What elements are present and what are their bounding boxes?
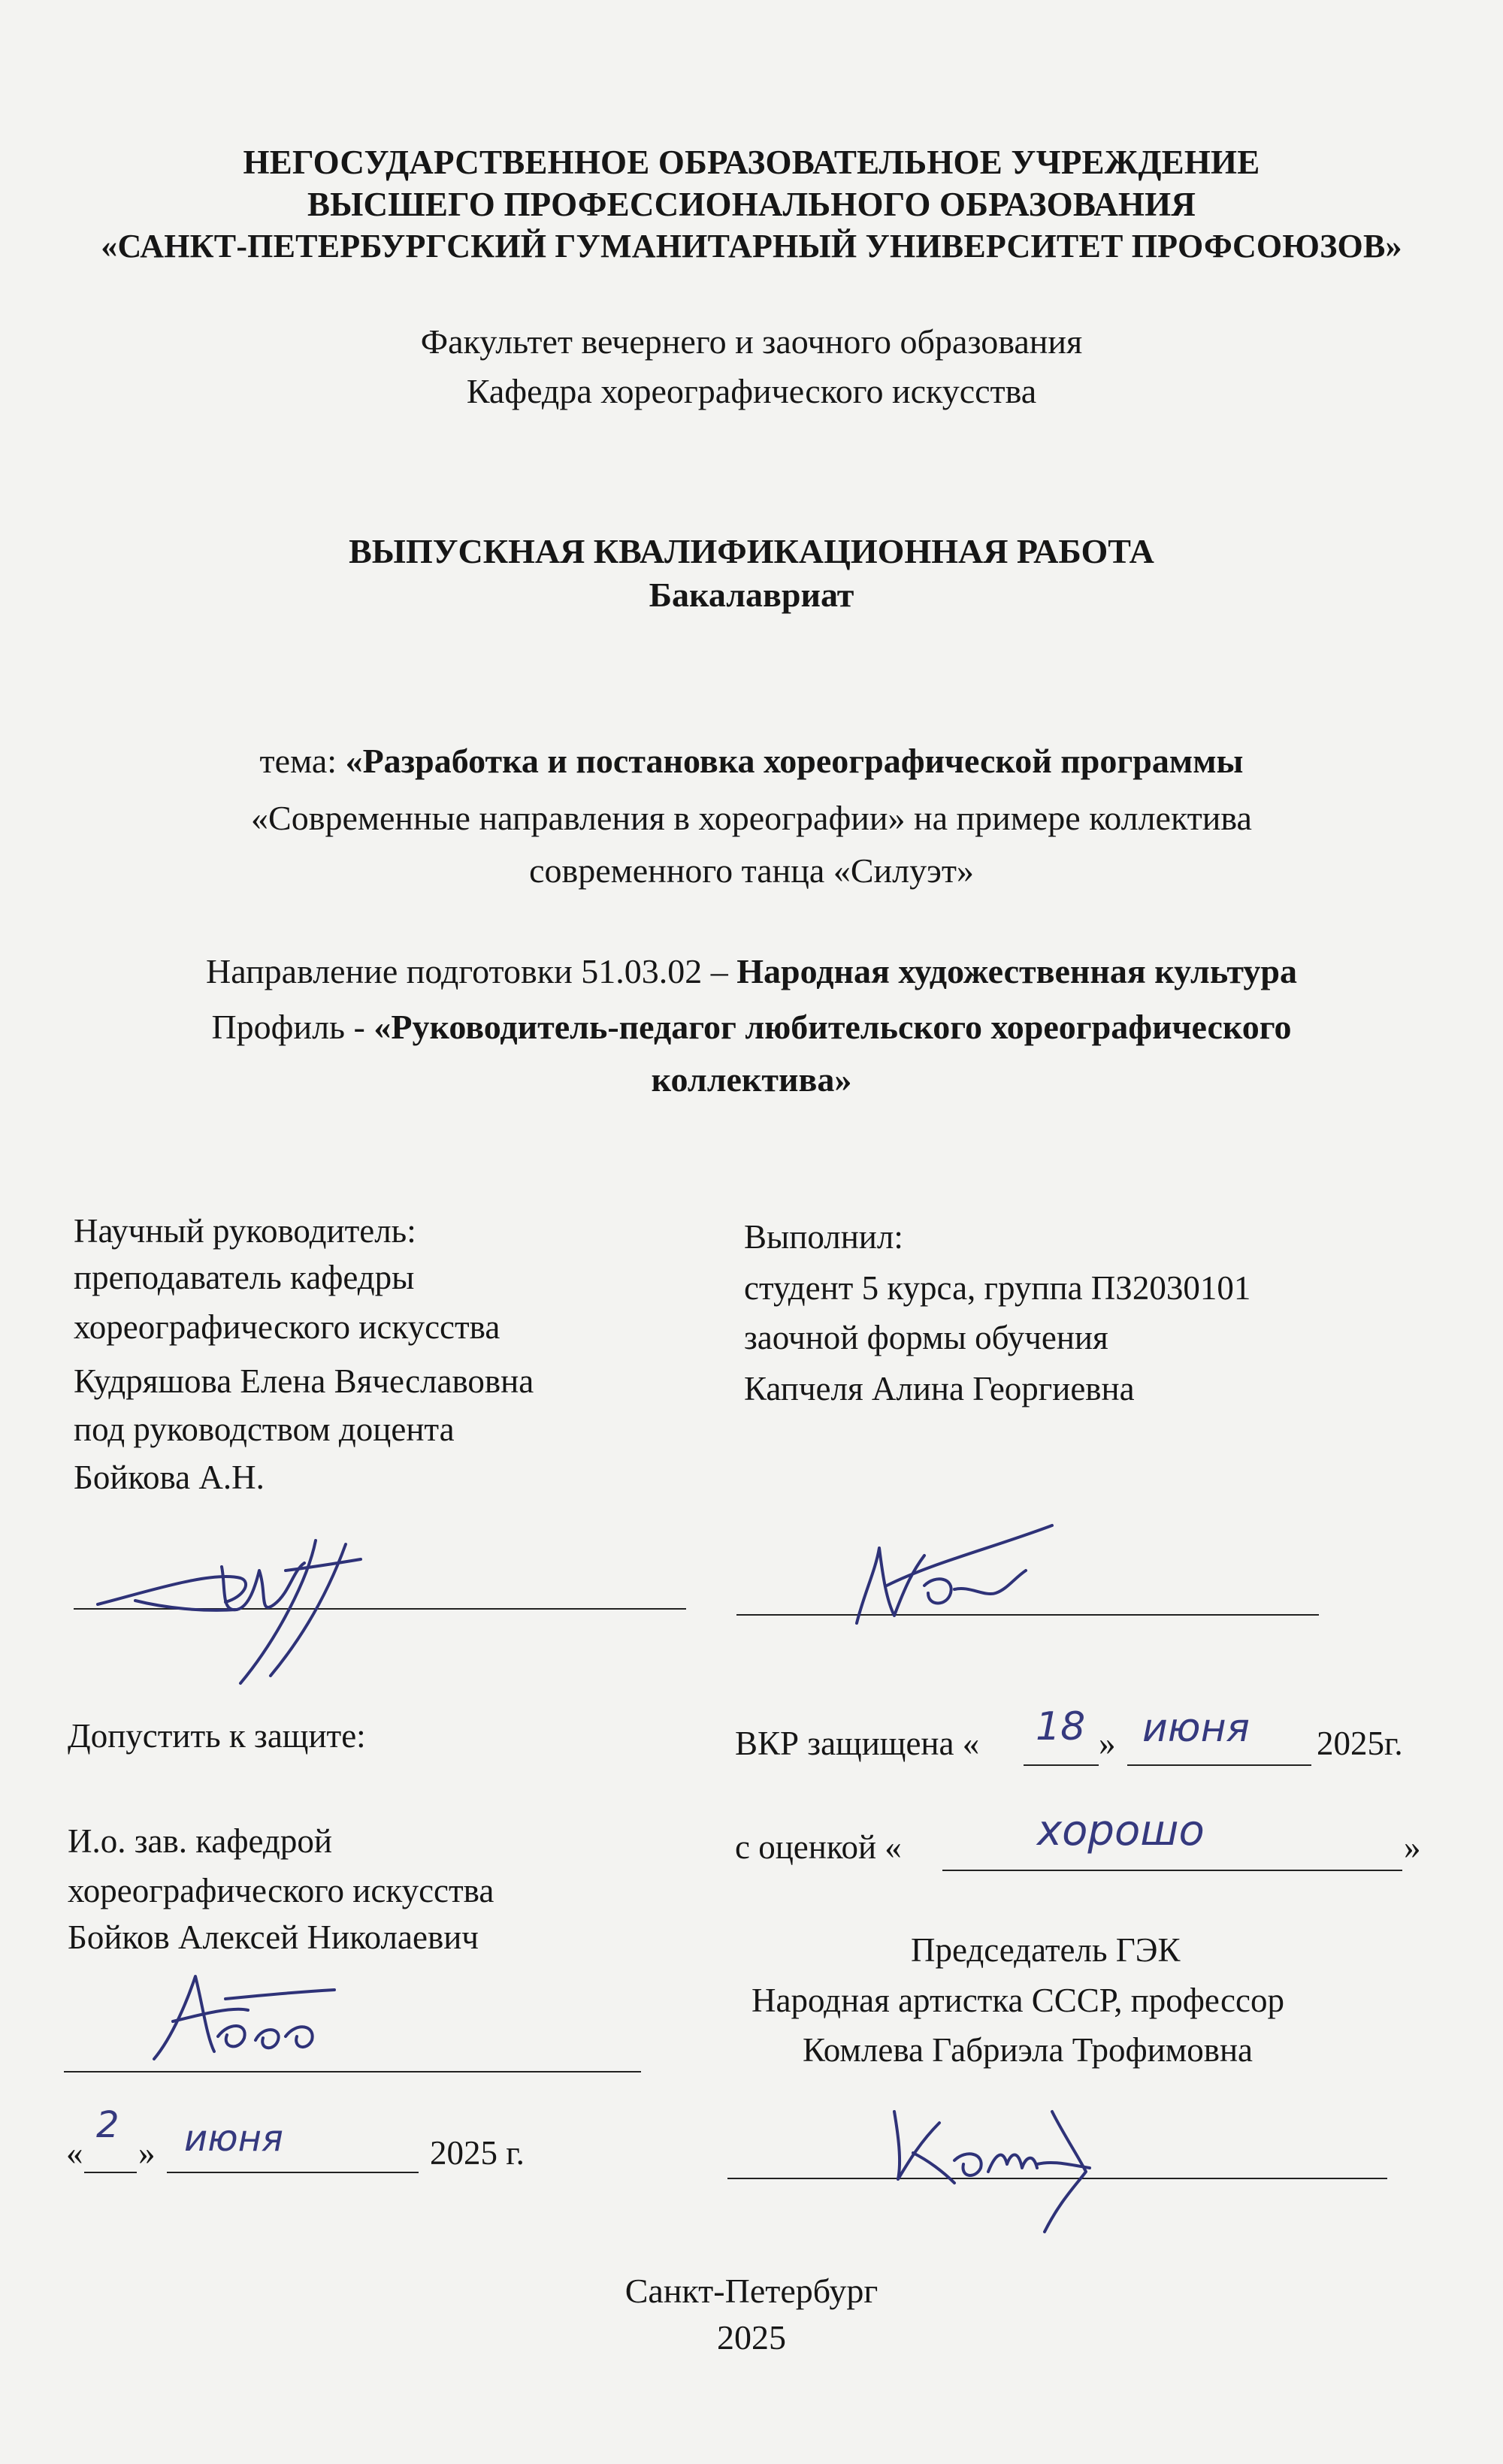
admission-date-close: » [138, 2134, 156, 2172]
year: 2025 [717, 2318, 786, 2357]
admission-date-open: « [66, 2134, 83, 2172]
institution-line-1: НЕГОСУДАРСТВЕННОЕ ОБРАЗОВАТЕЛЬНОЕ УЧРЕЖДЕНИЕ [243, 144, 1260, 181]
work-type: ВЫПУСКНАЯ КВАЛИФИКАЦИОННАЯ РАБОТА [349, 532, 1154, 570]
student-form: заочной формы обучения [744, 1319, 1108, 1356]
supervisor-position: преподаватель кафедры [74, 1259, 415, 1296]
degree: Бакалавриат [649, 576, 854, 614]
admission-department: хореографического искусства [68, 1872, 494, 1909]
institution-line-3: «САНКТ-ПЕТЕРБУРГСКИЙ ГУМАНИТАРНЫЙ УНИВЕРСИТЕТ ПРОФСОЮЗОВ» [101, 228, 1402, 265]
supervisor-under: под руководством доцента [74, 1410, 455, 1448]
head-signature [143, 1969, 338, 2074]
defense-prefix: ВКР защищена « [735, 1725, 980, 1762]
defense-month-line [1127, 1764, 1311, 1766]
admission-position: И.о. зав. кафедрой [68, 1822, 332, 1860]
chairman-signature [872, 2089, 1127, 2239]
topic-line-3: современного танца «Силуэт» [529, 851, 974, 890]
supervisor-docent: Бойкова А.Н. [74, 1459, 265, 1496]
defense-close: » [1099, 1725, 1116, 1762]
topic-title: «Разработка и постановка хореографической программы [345, 742, 1244, 780]
admission-month: июня [184, 2118, 283, 2160]
grade-close: » [1404, 1828, 1421, 1866]
admission-name: Бойков Алексей Николаевич [68, 1918, 479, 1956]
grade-value: хорошо [1037, 1806, 1205, 1855]
defense-month: июня [1142, 1706, 1250, 1751]
admission-label: Допустить к защите: [68, 1717, 366, 1755]
admission-day-line [84, 2172, 137, 2173]
institution-line-2: ВЫСШЕГО ПРОФЕССИОНАЛЬНОГО ОБРАЗОВАНИЯ [307, 186, 1196, 223]
supervisor-signature [90, 1525, 406, 1698]
admission-year: 2025 г. [430, 2134, 525, 2172]
chairman-name: Комлева Габриэла Трофимовна [803, 2031, 1254, 2069]
supervisor-label: Научный руководитель: [74, 1212, 416, 1250]
chairman-position: Народная артистка СССР, профессор [752, 1982, 1284, 2019]
grade-line [942, 1870, 1402, 1871]
topic-prefix: тема: [259, 742, 346, 780]
admission-day: 2 [96, 2104, 119, 2146]
chairman-title: Председатель ГЭК [911, 1931, 1181, 1969]
defense-year: 2025г. [1317, 1725, 1403, 1762]
student-name: Капчеля Алина Георгиевна [744, 1370, 1135, 1407]
student-label: Выполнил: [744, 1218, 903, 1256]
direction [0, 948, 1503, 995]
profile-line-1 [0, 1004, 1503, 1051]
defense-day-line [1024, 1764, 1099, 1766]
faculty: Факультет вечернего и заочного образования [420, 322, 1083, 361]
department: Кафедра хореографического искусства [466, 372, 1037, 410]
defense-day: 18 [1036, 1704, 1086, 1749]
student-signature [842, 1518, 1082, 1646]
topic-line-1 [0, 738, 1503, 785]
grade-prefix: с оценкой « [735, 1828, 902, 1866]
profile-line-2: коллектива» [651, 1060, 852, 1099]
city: Санкт-Петербург [624, 2272, 879, 2310]
profile-name: «Руководитель-педагог любительского хореографического [373, 1008, 1292, 1046]
direction-prefix: Направление подготовки 51.03.02 – [206, 952, 737, 990]
profile-prefix: Профиль - [211, 1008, 374, 1046]
supervisor-department: хореографического искусства [74, 1308, 500, 1346]
admission-month-line [167, 2172, 419, 2173]
direction-name: Народная художественная культура [736, 952, 1297, 990]
student-course: студент 5 курса, группа ПЗ2030101 [744, 1269, 1251, 1307]
topic-line-2: «Современные направления в хореографии» на примере коллектива [251, 799, 1252, 837]
supervisor-name: Кудряшова Елена Вячеславовна [74, 1362, 534, 1400]
